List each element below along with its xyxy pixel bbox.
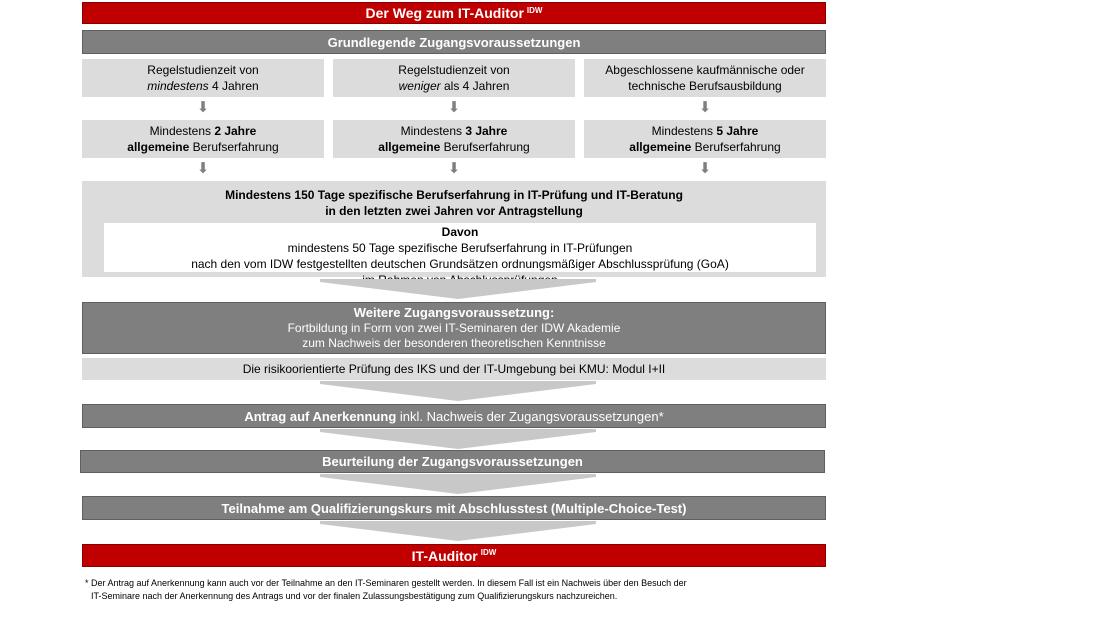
column-3-line2: technische Berufsausbildung [628,79,782,93]
basic-requirements-label: Grundlegende Zugangsvoraussetzungen [327,34,581,50]
column-2-line2: weniger als 4 Jahren [398,79,510,93]
column-1-experience: Mindestens 2 Jahre allgemeine Berufserfahrung [82,120,324,158]
chevron-down-icon [320,279,596,299]
column-2-education [333,59,575,97]
course-box [82,496,826,520]
down-arrow-icon: ⬇ [447,99,461,116]
column-3-education [584,59,826,97]
chevron-down-icon [320,521,596,541]
down-arrow-icon: ⬇ [196,160,210,177]
down-arrow-icon: ⬇ [698,99,712,116]
column-3-line1: Abgeschlossene kaufmännische oder [605,63,805,77]
chevron-down-icon [320,381,596,401]
footnote: * Der Antrag auf Anerkennung kann auch vor der Teilnahme an den IT-Seminaren gestellt werden. In diesem Fall ist ein Nachweis über den Besuch der IT-Seminare nach der Anerkennung des Antrags und vor der finalen Zulassungsbestätigung zum Qualifizierungskurs nachzureichen. [85,578,687,601]
down-arrow-icon: ⬇ [698,160,712,177]
title-text: Der Weg zum IT-Auditor [365,5,524,21]
column-1-line1: Regelstudienzeit von [147,63,259,77]
seminar-module-label: Die risikoorientierte Prüfung des IKS und der IT-Umgebung bei KMU: Modul I+II [242,362,666,376]
seminar-module-box [82,358,826,380]
title-banner [82,2,826,24]
chevron-down-icon [320,474,596,494]
down-arrow-icon: ⬇ [447,160,461,177]
down-arrow-icon: ⬇ [196,99,210,116]
assessment-label: Beurteilung der Zugangsvoraussetzungen [322,454,583,469]
column-3-experience: Mindestens 5 Jahre allgemeine Berufserfahrung [584,120,826,158]
assessment-box [80,450,825,473]
goa-experience-box: Davon mindestens 50 Tage spezifische Berufserfahrung in IT-Prüfungen nach den vom IDW festgestellten deutschen Grundsätzen ordnungsmäßiger Abschlussprüfung (GoA) [104,223,816,272]
specific-experience-box [82,181,826,277]
further-requirement-box: Weitere Zugangsvoraussetzung: Fortbildung in Form von zwei IT-Seminaren der IDW Akademie zum Nachweis der besonderen theoretischen Kenntnisse [82,302,826,354]
specific-experience-title: Mindestens 150 Tage spezifische Berufserfahrung in IT-Prüfung und IT-Beratung in den letzten zwei Jahren vor Antragstellung [225,188,683,218]
course-label: Teilnahme am Qualifizierungskurs mit Abschlusstest (Multiple-Choice-Test) [221,500,687,516]
further-requirement-title: Weitere Zugangsvoraussetzung: [353,305,555,320]
final-sup: IDW [480,548,497,557]
column-1-education [82,59,324,97]
column-2-line1: Regelstudienzeit von [398,63,510,77]
basic-requirements-header [82,30,826,54]
final-text: IT-Auditor [411,547,478,564]
application-box: Antrag auf Anerkennung inkl. Nachweis der Zugangsvoraussetzungen* [82,404,826,428]
title-sup: IDW [526,5,543,15]
column-1-line2: mindestens 4 Jahren [147,79,259,93]
chevron-down-icon [320,429,596,449]
column-2-experience: Mindestens 3 Jahre allgemeine Berufserfahrung [333,120,575,158]
final-banner [82,544,826,567]
